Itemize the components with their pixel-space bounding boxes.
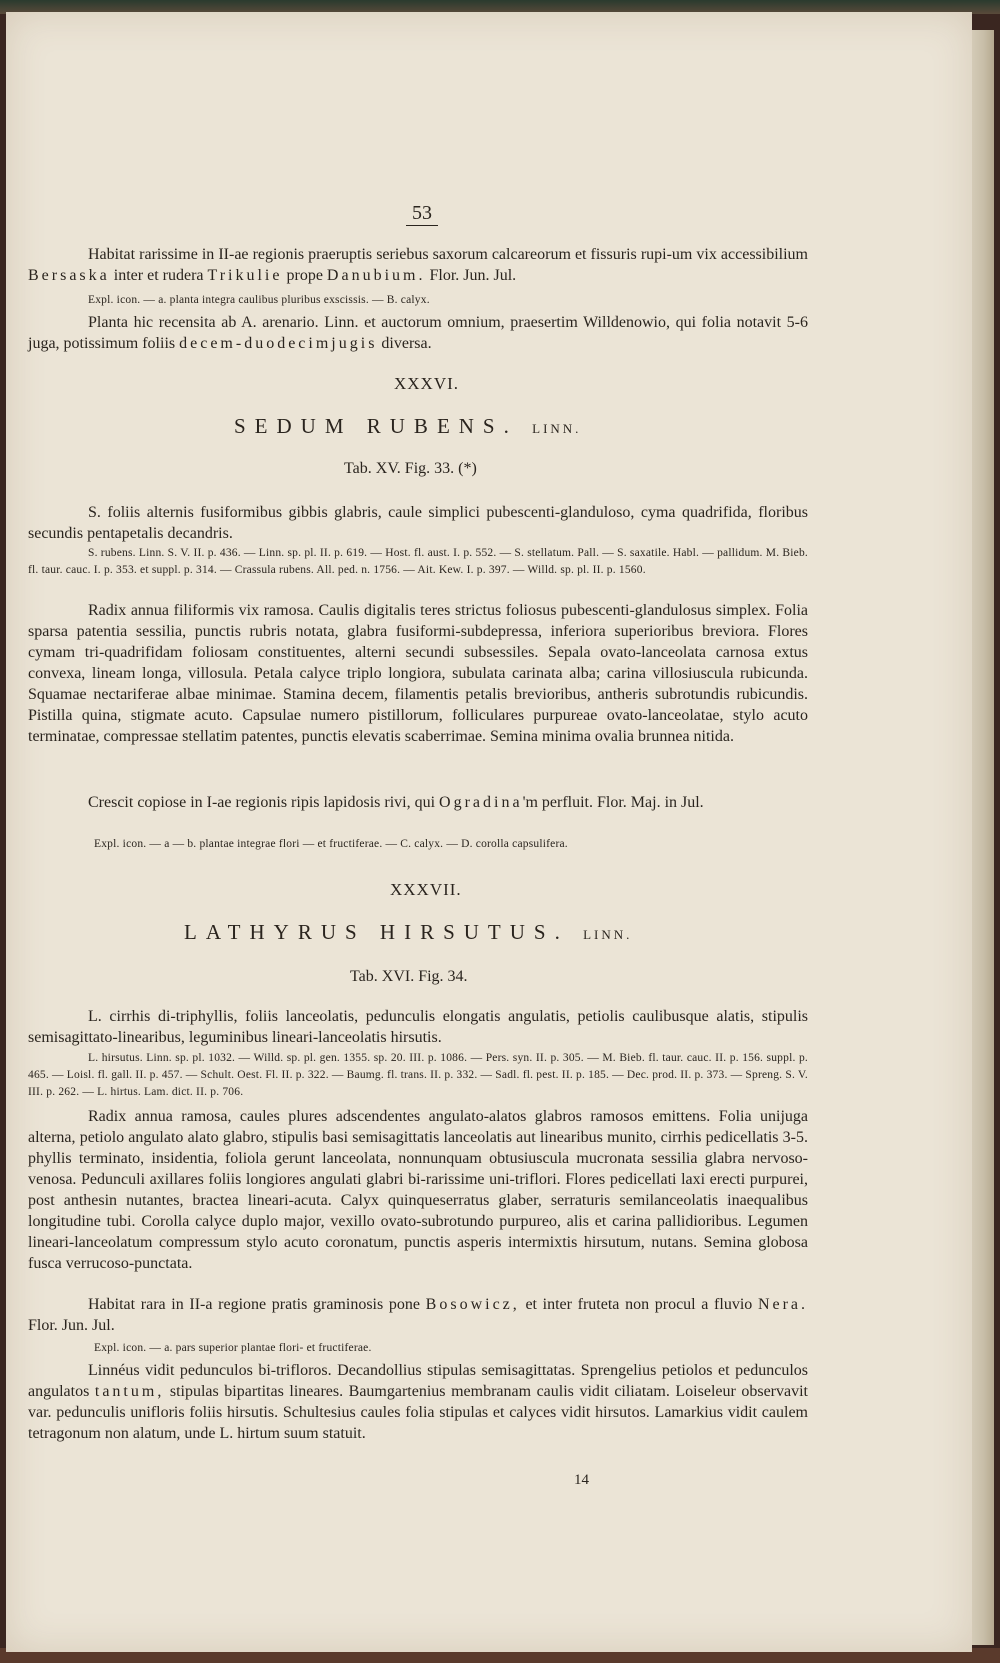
description (28, 1106, 808, 1274)
diagnosis-text: L. cirrhis di-triphyllis, foliis lanceolatis, pedunculis elongatis angulatis, petiolis caulibusque alatis, stipulis semisagittato-linearibus, leguminibus lineari-lanceolatis hirsutis. (28, 1008, 808, 1046)
place-name: Bosowicz, (425, 1296, 520, 1313)
planta-text: Planta hic recensita ab A. arenario. Linn. et auctorum omnium, praesertim Willdenowio, qui folia notavit 5-6 juga, potissimum foliis (28, 314, 808, 352)
habitat-text: et inter fruteta non procul a fluvio (525, 1296, 753, 1313)
species-heading (234, 414, 581, 439)
explanation-icon: Expl. icon. — a — b. plantae integrae flori — et fructiferae. — C. calyx. — D. corolla capsulifera. (94, 838, 568, 850)
description (28, 600, 808, 747)
signature-mark: 14 (574, 1472, 589, 1488)
plate-reference: Tab. XV. Fig. 33. (*) (344, 460, 477, 477)
habitat-paragraph (28, 1294, 808, 1336)
place-name: Ogradina (439, 794, 523, 811)
planta-text: diversa. (381, 335, 432, 352)
author-abbrev: LINN. (532, 421, 582, 436)
explanation-icon: Expl. icon. — a. planta integra caulibus pluribus exscissis. — B. calyx. (88, 294, 430, 306)
notes-text: stipulas bipartitas lineares. Baumgartenius membranam caulis vidit ciliatam. Loiseleur observavit var. pedunculis unifloris foliis hirsutis. Schultesius caules folia stipulas et calyces vidit hirsutos. Lamarkius vidit caulem tetragonum non alatum, unde L. hirtum suum statuit. (28, 1383, 809, 1442)
habitat-text: Flor. Jun. Jul. (28, 1317, 115, 1334)
synonymy (28, 545, 808, 579)
crescit-text: 'm perfluit. Flor. Maj. in Jul. (522, 794, 704, 811)
place-name: Bersaska (28, 267, 110, 284)
crescit-paragraph (28, 792, 808, 813)
habitat-text: Flor. Jun. Jul. (429, 267, 517, 284)
place-name: Danubium. (326, 267, 426, 284)
place-name: Trikulie (207, 267, 283, 284)
description-text: Radix annua ramosa, caules plures adscendentes angulato-alatos glabros ramosos emittens. Folia unijuga alterna, petiolo angulato alato glabro, stipulis basi semisagittatis lanceolatis aut linearibus munito, cirrhis pedicellatis 3-5. phyllis terminato, insidentia, foliola gerunt lanceolata, nonnunquam obtusiuscula mucronata sessilia glabra nervoso-venosa. Pedunculi axillares foliis longiores angulati glabri bi-rarissime uni-triflori. Flores pedicellati laxi erecti purpurei, post anthesin nutantes, bractea lineari-acuta. Calyx quinqueserratus glaber, serraturis semilanceolatis inaequalibus longitudine tubi. Corolla calyce duplo major, vexillo ovato-subrotundo purpureo, alis et carina pallidioribus. Legumen lineari-lanceolatum compressum stylo acuto coronatum, punctis asperis intermixtis hirsutum, nutans. Semina globosa fusca verrucoso-punctata. (28, 1108, 808, 1272)
plate-reference: Tab. XVI. Fig. 34. (350, 968, 468, 985)
species-name: SEDUM RUBENS. (234, 414, 518, 438)
spaced-term: tantum, (94, 1383, 165, 1400)
page-number: 53 (406, 202, 438, 226)
place-name: Nera. (757, 1296, 809, 1313)
species-name: LATHYRUS HIRSUTUS. (184, 920, 569, 944)
diagnosis-text: S. foliis alternis fusiformibus gibbis glabris, caule simplici pubescenti-glanduloso, cyma quadrifida, floribus secundis pentapetalis decandris. (28, 504, 808, 542)
description-text: Radix annua filiformis vix ramosa. Caulis digitalis teres strictus foliosus pubescenti-glandulosus simplex. Folia sparsa patentia sessilia, punctis rubris notata, glabra fusiformi-subdepressa, inferiora superioribus breviora. Flores cymam tri-quadrifidam foliosam constituentes, alterni secundi subsessiles. Sepala ovato-lanceolata carnosa extus convexa, lineam longa, villosula. Petala calyce triplo longiora, subulata carinata alba; carina villosiuscula rubicunda. Squamae nectariferae albae minimae. Stamina decem, filamentis petalis brevioribus, antheris subrotundis rubicundis. Pistilla quina, stigmate acuto. Capsulae numero pistillorum, folliculares purpureae ovato-lanceolatae, stylo acuto terminatae, compressae stellatim patentes, punctis elevatis scaberrimae. Semina minima ovalia brunnea nitida. (28, 602, 808, 745)
notes-text: Linnéus vidit pedunculos bi-trifloros. Decandollius stipulas semisagittatas. Sprengelius petiolos et pedunculos angulatos (28, 1362, 808, 1400)
planta-paragraph (28, 312, 808, 354)
synonymy-text: L. hirsutus. Linn. sp. pl. 1032. — Willd. sp. pl. gen. 1355. sp. 20. III. p. 1086. — Pers. syn. II. p. 305. — M. Bieb. fl. taur. cauc. II. p. 156. suppl. p. 465. — Loisl. fl. gall. II. p. 457. — Schult. Oest. Fl. II. p. 322. — Baumg. fl. trans. II. p. 332. — Sadl. fl. pest. II. p. 185. — Dec. prod. II. p. 373. — Spreng. S. V. III. p. 262. — L. hirtus. Lam. dict. II. p. 706. (28, 1052, 808, 1098)
synonymy-text: S. rubens. Linn. S. V. II. p. 436. — Linn. sp. pl. II. p. 619. — Host. fl. aust. I. p. 552. — S. stellatum. Pall. — S. saxatile. Habl. — pallidum. M. Bieb. fl. taur. cauc. I. p. 353. et suppl. p. 314. — Crassula rubens. All. ped. n. 1756. — Ait. Kew. I. p. 397. — Willd. sp. pl. II. p. 1560. (28, 547, 808, 576)
habitat-text: Habitat rara in II-a regione pratis graminosis pone (88, 1296, 420, 1313)
habitat-text: prope (286, 267, 323, 284)
synonymy (28, 1050, 808, 1101)
notes-paragraph (28, 1360, 808, 1444)
habitat-text: Habitat rarissime in II-ae regionis praeruptis seriebus saxorum calcareorum et fissuris rupi-um vix accessibilium (88, 246, 808, 263)
crescit-text: Crescit copiose in I-ae regionis ripis lapidosis rivi, qui (88, 794, 436, 811)
section-numeral: XXXVI. (394, 374, 460, 393)
spaced-term: decem-duodecimjugis (179, 335, 378, 352)
diagnosis (28, 1006, 808, 1048)
author-abbrev: LINN. (583, 927, 633, 942)
diagnosis (28, 502, 808, 544)
section-numeral: XXXVII. (390, 880, 462, 899)
book-page (6, 12, 972, 1652)
explanation-icon: Expl. icon. — a. pars superior plantae flori- et fructiferae. (94, 1342, 372, 1354)
habitat-paragraph (28, 244, 808, 286)
species-heading (184, 920, 632, 945)
habitat-text: inter et rudera (113, 267, 204, 284)
